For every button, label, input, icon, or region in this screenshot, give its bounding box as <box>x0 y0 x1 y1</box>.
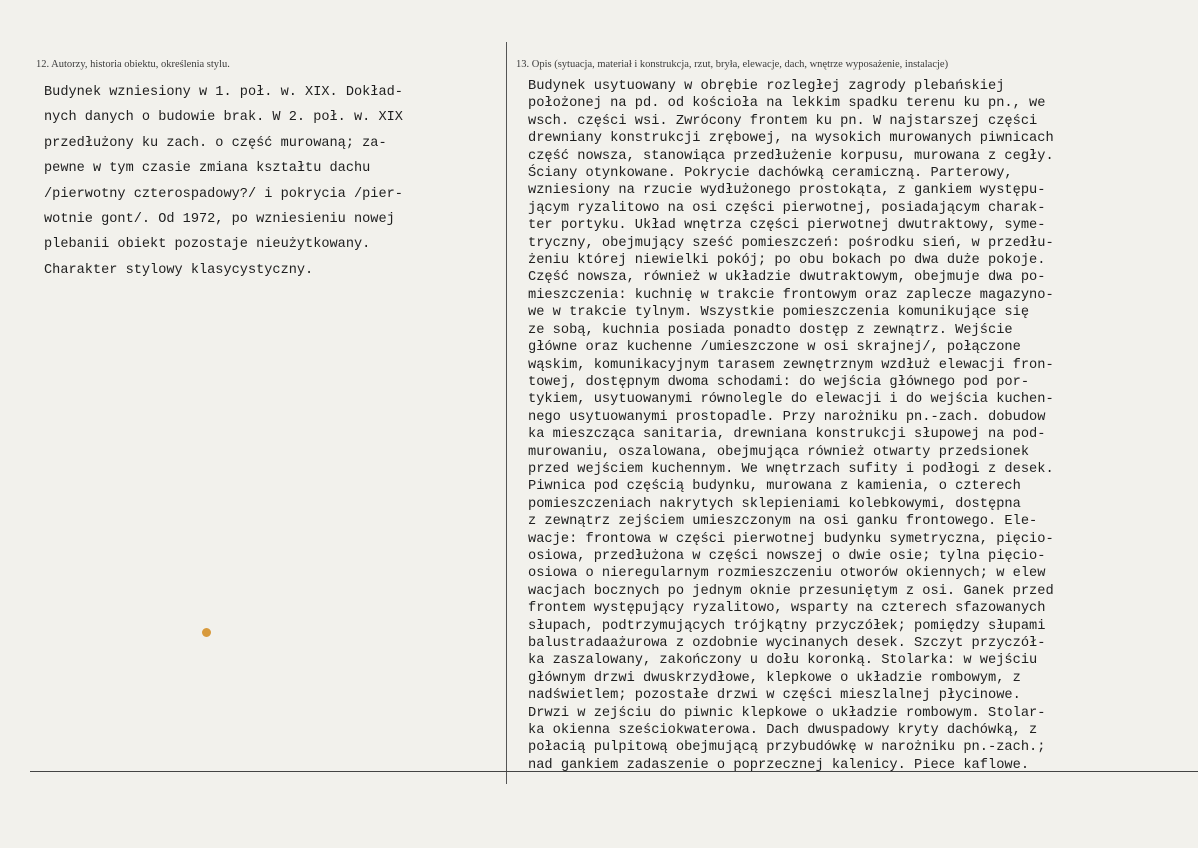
section-12-heading: 12. Autorzy, historia obiektu, określenia stylu. <box>36 59 230 70</box>
section-13-heading: 13. Opis (sytuacja, materiał i konstrukcja, rzut, bryła, elewacje, dach, wnętrze wyposażenie, instalacje) <box>516 59 949 70</box>
description-typed-text: Budynek usytuowany w obrębie rozległej zagrody plebańskiej położonej na pd. od kościoła na lekkim spadku terenu ku pn., we wsch. części wsi. Zwrócony frontem ku pn. W najstarszej części drewniany konstrukcji zrębowej, na wysokich murowanych piwnicach część nowsza, stanowiąca przedłużenie korpusu, murowana z cegły. Ściany otynkowane. Pokrycie dachówką ceramiczną. Parterowy, wzniesiony na rzucie wydłużonego prostokąta, z gankiem występu- jącym ryzalitowo na osi części pierwotnej, posiadającym charak- ter portyku. Układ wnętrza części pierwotnej dwutraktowy, syme- tryczny, obejmujący sześć pomieszczeń: pośrodku sień, w przedłu- żeniu której niewielki pokój; po obu bokach po dwa duże pokoje. Część nowsza, również w układzie dwutraktowym, obejmuje dwa po- mieszczenia: kuchnię w trakcie frontowym oraz zaplecze magazyno- we w trakcie tylnym. Wszystkie pomieszczenia komunikujące się ze sobą, kuchnia posiada ponadto dostęp z zewnątrz. Wejście główne oraz kuchenne /umieszczone w osi skrajnej/, połączone wąskim, komunikacyjnym tarasem zewnętrznym wzdłuż elewacji fron- towej, dostępnym dwoma schodami: do wejścia głównego pod por- tykiem, usytuowanymi równolegle do elewacji i do wejścia kuchen- nego usytuowanymi prostopadle. Przy narożniku pn.-zach. dobudow ka mieszcząca sanitaria, drewniana konstrukcji słupowej na pod- murowaniu, oszalowana, obejmująca również otwarty przedsionek przed wejściem kuchennym. We wnętrzach sufity i podłogi z desek. Piwnica pod częścią budynku, murowana z kamienia, o czterech pomieszczeniach nakrytych sklepieniami kolebkowymi, dostępna z zewnątrz zejściem umieszczonym na osi ganku frontowego. Ele- wacje: frontowa w części pierwotnej budynku symetryczna, pięcio- osiowa, przedłużona w części nowszej o dwie osie; tylna pięcio- osiowa o nieregularnym rozmieszczeniu otworów okiennych; w elew wacjach bocznych po jednym oknie przesuniętym z osi. Ganek przed frontem występujący ryzalitowo, wsparty na czterech sfazowanych słupach, podtrzymujących trójkątny przyczółek; pomiędzy słupami balustradaażurowa z ozdobnie wycinanych desek. Szczyt przyczół- ka zaszalowany, zakończony u dołu koronką. Stolarka: w wejściu głównym drzwi dwuskrzydłowe, klepkowe o układzie rombowym, z nadświetlem; pozostałe drzwi w części mieszlalnej płycinowe. Drwzi w zejściu do piwnic klepkowe o układzie rombowym. Stolar- ka okienna sześciokwaterowa. Dach dwuspadowy kryty dachówką, z połacią pulpitową obejmującą przybudówkę w narożniku pn.-zach.; nad gankiem zadaszenie o poprzecznej kalenicy. Piece kaflowe. <box>528 79 1054 773</box>
history-typed-text: Budynek wzniesiony w 1. poł. w. XIX. Dokład- nych danych o budowie brak. W 2. poł. w. XIX przedłużony ku zach. o część murowaną; za- pewne w tym czasie zmiana kształtu dachu /pierwotny czterospadowy?/ i pokrycia /pier- wotnie gont/. Od 1972, po wzniesieniu nowej plebanii obiekt pozostaje nieużytkowany. Charakter stylowy klasycystyczny. <box>44 85 403 278</box>
paper-stain <box>202 628 211 637</box>
column-divider <box>506 42 507 784</box>
